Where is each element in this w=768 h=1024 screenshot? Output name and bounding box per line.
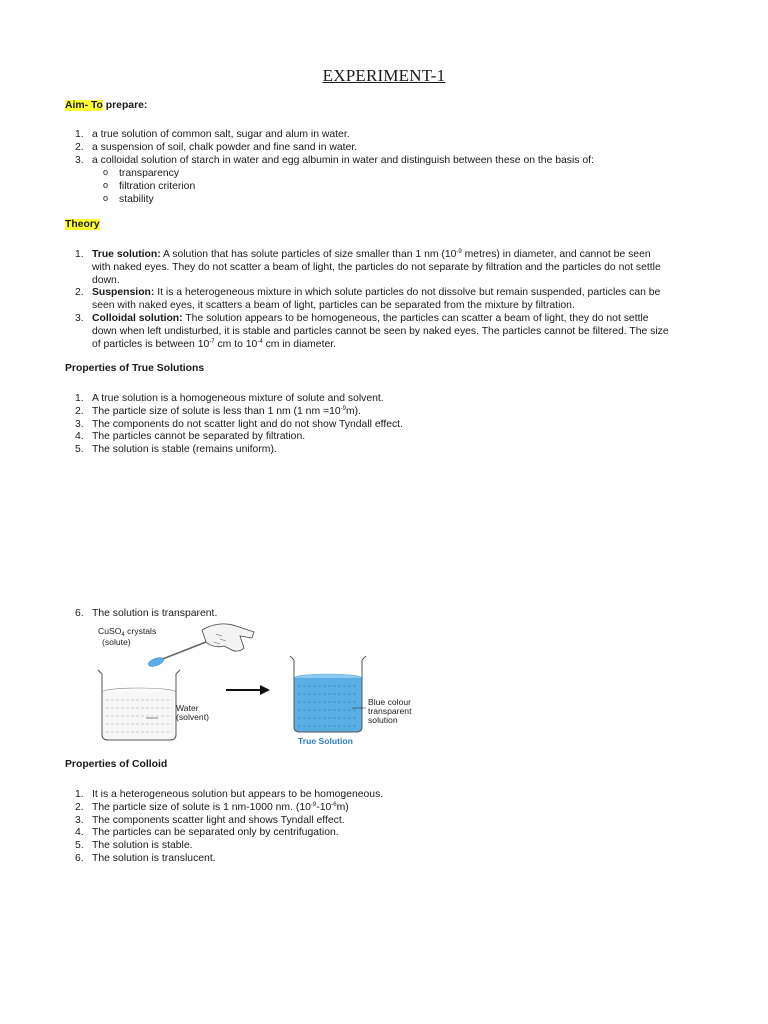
theory-list bbox=[65, 249, 705, 351]
solvent-label: (solvent) bbox=[176, 712, 209, 722]
aim-heading bbox=[65, 100, 705, 111]
list-item: 3. The components scatter light and shows Tyndall effect. bbox=[75, 814, 345, 826]
colloid-props-heading: Properties of Colloid bbox=[65, 759, 168, 770]
list-item: 4. The particles can be separated only by centrifugation. bbox=[75, 827, 339, 839]
true-props-list-continued bbox=[65, 608, 705, 621]
sub-list-item: o transparency bbox=[65, 167, 705, 180]
true-solution-figure bbox=[94, 622, 434, 750]
true-props-heading: Properties of True Solutions bbox=[65, 363, 205, 374]
aim-label-rest: prepare: bbox=[102, 100, 148, 111]
crystals-label: CuSO$_4$ crystals bbox=[98, 626, 157, 638]
list-item: 2. a suspension of soil, chalk powder and fine sand in water. bbox=[75, 141, 358, 153]
list-item: 2. The particle size of solute is less than 1 nm (1 nm $=10^{-9}m$). bbox=[75, 405, 361, 417]
colloid-props-list bbox=[65, 789, 705, 866]
water-label: Water bbox=[176, 703, 199, 713]
list-item: 1. It is a heterogeneous solution but appears to be homogeneous. bbox=[75, 789, 384, 800]
theory-item-colloidal: 3. Colloidal solution: The solution appears to be homogeneous, the particles can scatter a beam of light, they do not settle down when left undisturbed, it is stable and particles cannot be seen by naked eyes. The particles cannot be filtered. The size of particles is between $10^{-7}$ cm to $10^{-4}$ cm in diameter. bbox=[75, 312, 669, 350]
transparent-label: transparent bbox=[368, 706, 412, 716]
list-item: 2. The particle size of solute is 1 nm-1000 nm. $(10^{-9}-10^{-6}m)$ bbox=[75, 801, 349, 813]
blue-colour-label: Blue colour bbox=[368, 697, 411, 707]
arrow-icon bbox=[226, 685, 270, 695]
list-item: 6. The solution is transparent. bbox=[75, 608, 218, 619]
beaker-water bbox=[98, 670, 180, 740]
figure-caption: True Solution bbox=[298, 736, 353, 746]
aim-list bbox=[65, 129, 705, 167]
true-props-list bbox=[65, 393, 705, 457]
list-item: 1. a true solution of common salt, sugar and alum in water. bbox=[75, 129, 350, 140]
theory-heading: Theory bbox=[65, 219, 100, 230]
solution-label: solution bbox=[368, 715, 398, 725]
list-item: 1. A true solution is a homogeneous mixture of solute and solvent. bbox=[75, 393, 384, 404]
list-item: 4. The particles cannot be separated by filtration. bbox=[75, 431, 306, 443]
aim-label-highlight: Aim- To bbox=[65, 100, 103, 111]
theory-item-true-solution: 1. True solution: A solution that has solute particles of size smaller than 1 nm ($10^{-9}$ metres) in diameter, and cannot be seen with naked eyes. They do not scatter a beam of light, the particles do not separate by filtration and the particles do not settle down. bbox=[75, 249, 661, 286]
hand-illustration bbox=[147, 624, 254, 668]
solute-label: (solute) bbox=[102, 637, 131, 647]
beaker-blue-solution bbox=[290, 656, 366, 732]
aim-sub-list bbox=[65, 167, 705, 206]
list-item: 6. The solution is translucent. bbox=[75, 852, 216, 864]
list-item: 5. The solution is stable (remains uniform). bbox=[75, 444, 277, 456]
sub-list-item: o filtration criterion bbox=[65, 180, 705, 193]
list-item: 3. a colloidal solution of starch in water and egg albumin in water and distinguish between these on the basis of: bbox=[75, 154, 594, 166]
list-item: 5. The solution is stable. bbox=[75, 840, 193, 852]
theory-item-suspension: 2. Suspension: It is a heterogeneous mixture in which solute particles do not dissolve but remain suspended, particles can be seen with naked eyes, it scatters a beam of light, particles can be separated from the mixture by filtration. bbox=[75, 287, 661, 312]
list-item: 3. The components do not scatter light and do not show Tyndall effect. bbox=[75, 418, 403, 430]
sub-list-item: o stability bbox=[65, 193, 705, 206]
page-title: EXPERIMENT-1 bbox=[322, 66, 446, 85]
